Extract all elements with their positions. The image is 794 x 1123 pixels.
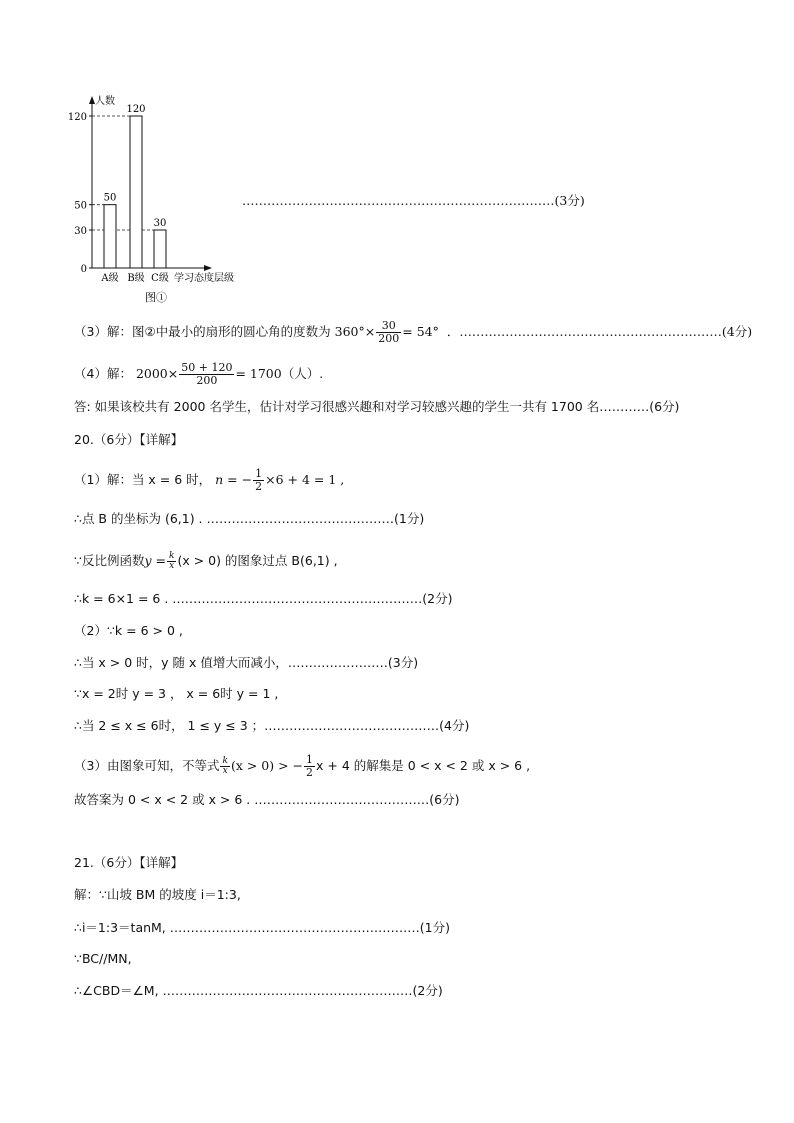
q20-line3-c: (x > 0) 的图象过点 B(6,1) , <box>177 553 338 568</box>
q20-line9-b: (x > 0) > − <box>230 758 304 773</box>
q20-line7: ∵x = 2时 y = 3 ， x = 6时 y = 1 , <box>74 686 279 701</box>
q20-line9-c: x + 4 的解集是 0 < x < 2 或 x > 6 , <box>316 758 531 773</box>
q20-line3-frac-num: k <box>168 551 175 561</box>
q20-line3-frac-den: x <box>169 561 175 571</box>
bar-chart <box>60 88 260 313</box>
category-label: B级 <box>127 273 145 284</box>
q21-line2: ∴i＝1:3＝tanM, ……………………………………………………(1分) <box>74 920 450 935</box>
q21-line1: 解：∵山坡 BM 的坡度 i＝1:3, <box>74 887 241 902</box>
q20-line9-frac-den: x <box>222 766 228 776</box>
q19-part4-fraction <box>179 362 234 387</box>
y-tick-label: 30 <box>74 226 87 237</box>
q21-line4: ∴∠CBD＝∠M, ……………………………………………………(2分) <box>74 983 443 998</box>
category-label: C级 <box>151 273 169 284</box>
q21-line3: ∵BC//MN, <box>74 951 132 966</box>
q20-line1 <box>74 468 344 493</box>
q19-part3-frac-num: 30 <box>376 320 401 333</box>
q20-line9-fraction <box>220 757 229 776</box>
y-axis-title: 人数 <box>95 96 115 107</box>
y-tick-label: 120 <box>67 112 87 123</box>
q20-line1-fraction <box>253 468 264 493</box>
q20-header: 20.（6分）【详解】 <box>74 432 184 447</box>
bar-1 <box>104 205 116 268</box>
y-tick-label: 50 <box>74 200 87 212</box>
q20-line9-frac-num: k <box>222 756 228 766</box>
q20-line3-a: ∵反比例函数 <box>74 553 145 568</box>
q19-part3 <box>74 320 752 345</box>
x-axis-arrow <box>204 265 212 271</box>
q19-part4-frac-den: 200 <box>196 374 218 387</box>
q20-line1-frac-num: 1 <box>255 467 263 480</box>
bar-value-label: 50 <box>103 192 117 204</box>
q19-part4-expr-a: 2000× <box>135 366 179 381</box>
bar-2 <box>130 116 142 268</box>
q19-part3-expr-a: 360°× <box>334 324 376 339</box>
figure-caption: 图① <box>145 291 167 304</box>
q19-part4-frac-num: 50 + 120 <box>181 361 233 374</box>
y-tick-label: 0 <box>80 264 87 275</box>
category-label: A级 <box>101 273 119 284</box>
q19-part3-score: ．………………………………………………………(4分) <box>446 324 753 339</box>
q20-line10: 故答案为 0 < x < 2 或 x > 6 . ……………………………………(6分) <box>74 792 460 807</box>
q20-line3 <box>74 552 338 571</box>
q20-line9 <box>74 754 530 779</box>
q20-line4: ∴k = 6×1 = 6 . ……………………………………………………(2分) <box>74 591 453 606</box>
q19-part4-prefix: （4）解： <box>74 366 132 381</box>
chart-score: …………………………………………………………………(3分) <box>242 193 585 208</box>
bar-3 <box>154 230 166 268</box>
q20-line9-a: （3）由图象可知，不等式 <box>74 758 220 773</box>
q19-part3-fraction <box>376 320 401 345</box>
q20-line5: （2）∵k = 6 > 0 , <box>74 623 183 638</box>
q19-part3-frac-den: 200 <box>378 332 400 345</box>
q19-answer: 答: 如果该校共有 2000 名学生，估计对学习很感兴趣和对学习较感兴趣的学生一共有 1700 名…………(6分) <box>74 399 680 414</box>
q20-line9-frac2-den: 2 <box>306 766 314 779</box>
q20-line3-fraction <box>167 552 176 571</box>
q19-part3-prefix: （3）解：图②中最小的扇形的圆心角的度数为 <box>74 324 331 339</box>
q20-line3-b: y = <box>144 553 166 568</box>
q20-line1-c: ×6 + 4 = 1 , <box>265 472 345 487</box>
q20-line8: ∴当 2 ≤ x ≤ 6时， 1 ≤ y ≤ 3 ；……………………………………(4分) <box>74 718 470 733</box>
q20-line1-a: （1）解：当 x = 6 时， <box>74 472 212 487</box>
q20-line1-frac-den: 2 <box>255 480 263 493</box>
q20-line1-b: n = − <box>215 472 253 487</box>
q20-line9-frac2-num: 1 <box>306 753 314 766</box>
q20-line9-fraction2 <box>304 754 315 779</box>
q20-line2: ∴点 B 的坐标为 (6,1) . ………………………………………(1分) <box>74 511 425 526</box>
q19-part4-expr-b: = 1700（人）. <box>235 366 324 381</box>
x-axis-title: 学习态度层级 <box>174 273 234 284</box>
q20-line6: ∴当 x > 0 时，y 随 x 值增大而减小，……………………(3分) <box>74 655 419 670</box>
bar-value-label: 30 <box>153 218 167 229</box>
q19-part4 <box>74 362 323 387</box>
bar-value-label: 120 <box>126 104 146 115</box>
q19-part3-expr-b: = 54° <box>402 324 439 339</box>
q21-header: 21.（6分）【详解】 <box>74 855 184 870</box>
